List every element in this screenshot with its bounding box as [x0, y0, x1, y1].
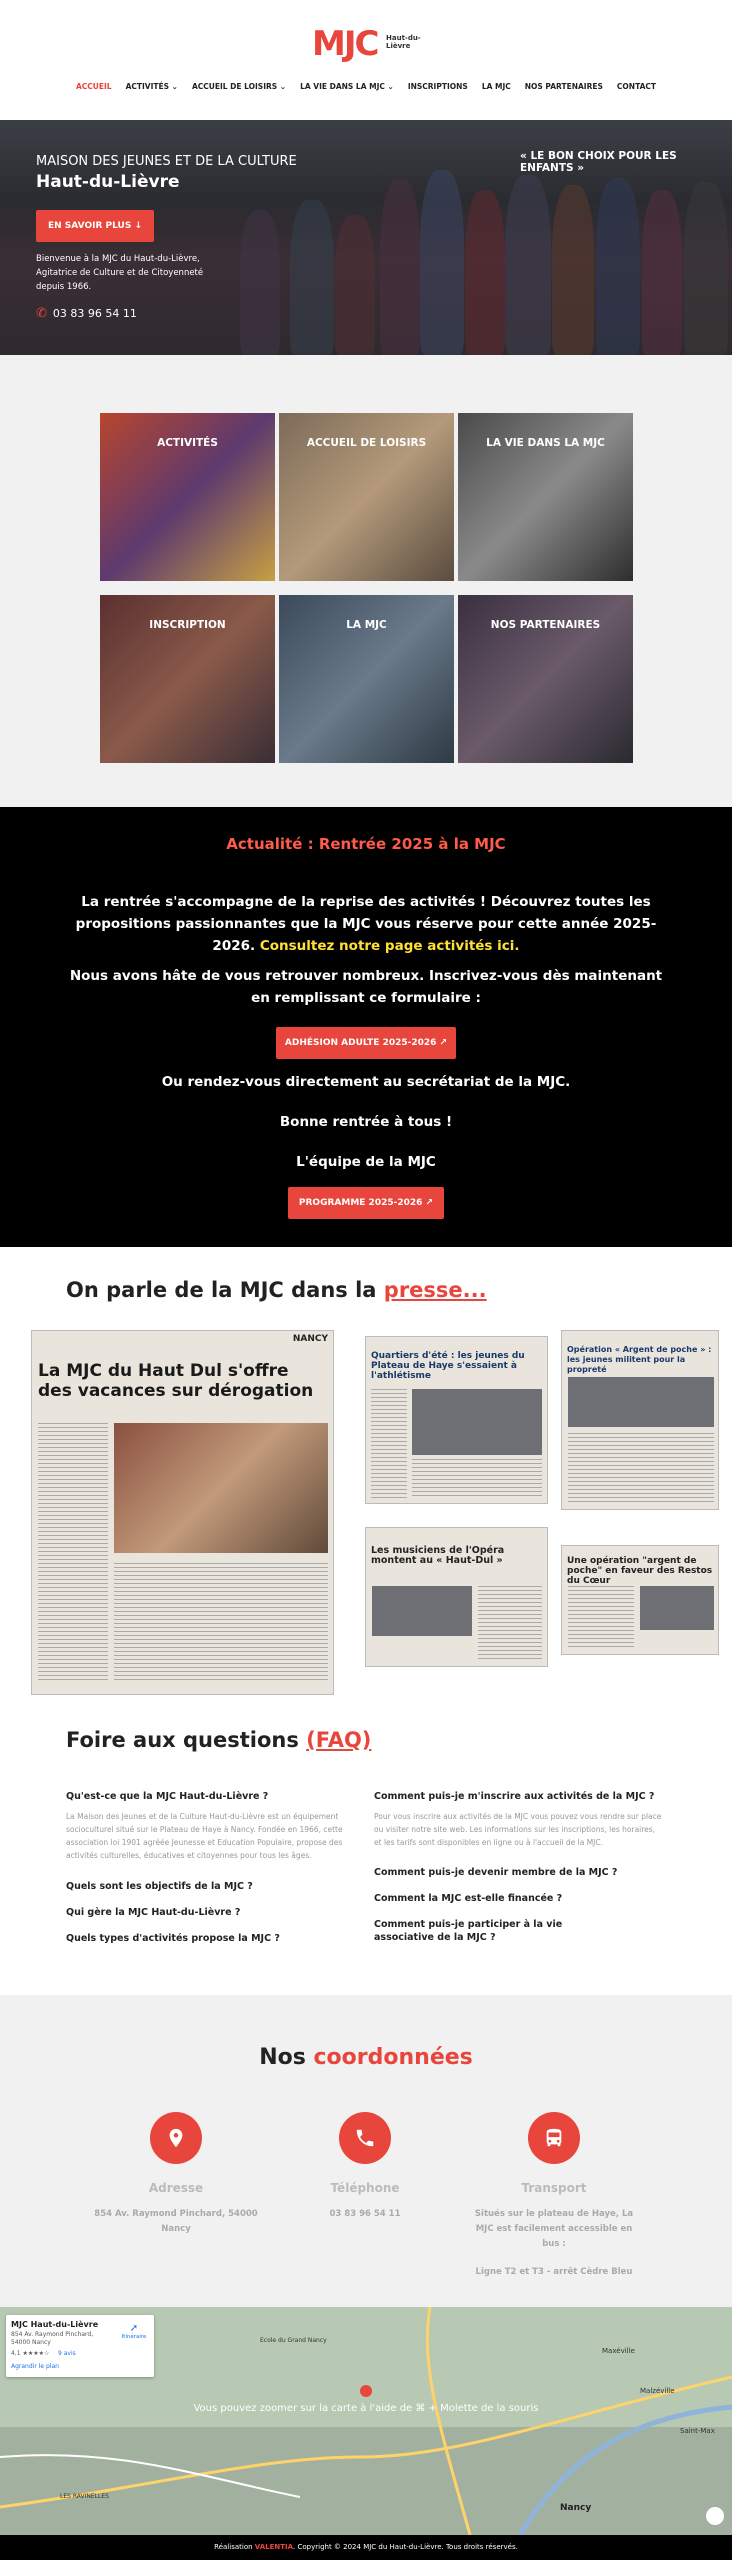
tile-la-mjc[interactable] [279, 595, 454, 763]
directions-label: Itinéraire [121, 2334, 147, 2340]
clip-photo [114, 1423, 328, 1553]
faq-answer: La Maison des Jeunes et de la Culture Haut-du-Lièvre est un équipement socioculturel situé sur le Plateau de Haye à Nancy. Fondée en 1966, cette association loi 1901 agréée Jeunesse et Education Populaire, propose des activités culturelles, éducatives et citoyennes pour tous les âges. [66, 1812, 343, 1860]
nav-item-accueil[interactable]: ACCUEIL [75, 82, 112, 91]
press-clip[interactable] [561, 1545, 719, 1655]
hero-description: Bienvenue à la MJC du Haut-du-Lièvre, Agitatrice de Culture et de Citoyenneté depuis 1966. [36, 254, 204, 292]
bus-icon [528, 2112, 580, 2164]
clip-text-column [38, 1423, 108, 1683]
tile-inscription[interactable] [100, 595, 275, 763]
map-marker-icon[interactable] [360, 2385, 372, 2397]
press-clip[interactable] [561, 1330, 719, 1510]
map-fullscreen-icon[interactable] [706, 2507, 724, 2525]
tile-vie-mjc[interactable] [458, 413, 633, 581]
nav-item-contact[interactable]: CONTACT [616, 82, 657, 91]
chevron-down-icon: ⌄ [387, 82, 394, 91]
faq-title [66, 1728, 371, 1752]
clip-text-column [478, 1586, 542, 1662]
news-signup-text: Nous avons hâte de vous retrouver nombreux. Inscrivez-vous dès maintenant en remplissant ce formulaire : [69, 968, 663, 1006]
clip-headline: La MJC du Haut Dul s'offre des vacances sur dérogation [38, 1361, 314, 1401]
map-label: Maxéville [602, 2347, 635, 2355]
clip-tag: NANCY [292, 1334, 328, 1344]
contact-title-text: Nos [259, 2045, 306, 2070]
footer-copyright: . Copyright © 2024 MJC du Haut-du-Lièvre. Tous droits réservés. [293, 2543, 518, 2551]
faq-link: (FAQ) [306, 1728, 372, 1752]
tile-label: NOS PARTENAIRES [490, 619, 601, 631]
nav-item-la-mjc[interactable]: LA MJC [481, 82, 511, 91]
button-label: EN SAVOIR PLUS [47, 221, 132, 231]
clip-text-column [412, 1459, 542, 1499]
adult-membership-button[interactable]: ADHÉSION ADULTE 2025-2026 ↗ [276, 1027, 456, 1059]
main-nav [0, 82, 732, 91]
footer-pre: Réalisation [214, 2543, 253, 2551]
directions-icon: ➚ [129, 2323, 139, 2334]
faq-question[interactable]: Quels sont les objectifs de la MJC ? [66, 1881, 253, 1892]
tile-partenaires[interactable] [458, 595, 633, 763]
nav-item-inscriptions[interactable]: INSCRIPTIONS [407, 82, 468, 91]
clip-headline: Une opération "argent de poche" en faveur des Restos du Cœur [567, 1556, 713, 1586]
nav-label: ACCUEIL DE LOISIRS [191, 82, 278, 91]
nav-item-vie-mjc[interactable] [300, 82, 394, 91]
map-card-address: 854 Av. Raymond Pinchard, 54000 Nancy [11, 2331, 94, 2346]
phone-label: Téléphone [330, 2181, 400, 2195]
hero-banner [0, 120, 732, 355]
press-title-text: On parle de la MJC dans la [66, 1278, 377, 1302]
chevron-down-icon: ⌄ [171, 82, 178, 91]
clip-photo [372, 1586, 472, 1636]
phone-number: 03 83 96 54 11 [52, 307, 137, 320]
press-clip[interactable] [31, 1330, 334, 1695]
map-card-reviews[interactable]: 9 avis [58, 2350, 76, 2357]
news-intro-text: La rentrée s'accompagne de la reprise des activités ! Découvrez toutes les propositions passionnantes que la MJC vous réserve pour cette année 2025-2026. [75, 894, 657, 954]
faq-question[interactable]: Comment puis-je devenir membre de la MJC ? [374, 1867, 618, 1878]
faq-question[interactable]: Quels types d'activités propose la MJC ? [66, 1933, 280, 1944]
nav-label: LA VIE DANS LA MJC [300, 82, 385, 91]
contact-title-red: coordonnées [313, 2045, 473, 2070]
site-logo[interactable] [312, 24, 420, 64]
hero-phone[interactable] [36, 306, 137, 321]
tile-label: LA MJC [346, 619, 387, 631]
footer-brand-link[interactable]: VALENTIA [254, 2543, 294, 2551]
contact-section [0, 1995, 732, 2307]
tile-activites[interactable] [100, 413, 275, 581]
map-card-title: MJC Haut-du-Lièvre [11, 2320, 99, 2329]
news-signature: L'équipe de la MJC [296, 1154, 436, 1170]
clip-photo [412, 1389, 542, 1455]
logo-subtitle: Haut-du-Lièvre [386, 34, 421, 50]
press-clip[interactable] [365, 1336, 548, 1504]
map-label: Saint-Max [680, 2427, 715, 2435]
news-secretariat-text: Ou rendez-vous directement au secrétariat de la MJC. [161, 1074, 571, 1090]
phone-icon: ✆ [36, 306, 47, 321]
nav-item-partenaires[interactable]: NOS PARTENAIRES [524, 82, 603, 91]
tile-label: ACTIVITÉS [157, 437, 218, 449]
clip-photo [640, 1586, 714, 1630]
phone-text[interactable]: 03 83 96 54 11 [329, 2209, 401, 2219]
press-clip[interactable] [365, 1527, 548, 1667]
location-pin-icon [150, 2112, 202, 2164]
faq-question[interactable]: Comment puis-je m'inscrire aux activités de la MJC ? [374, 1791, 655, 1802]
transport-lines: Ligne T2 et T3 - arrêt Cèdre Bleu [475, 2267, 633, 2277]
nav-item-activites[interactable] [126, 82, 178, 91]
faq-question[interactable]: Qu'est-ce que la MJC Haut-du-Lièvre ? [66, 1791, 269, 1802]
faq-question[interactable]: Qui gère la MJC Haut-du-Lièvre ? [66, 1907, 241, 1918]
faq-answer: Pour vous inscrire aux activités de la MJC vous pouvez vous rendre sur place ou visiter notre site web. Les informations sur les inscriptions, les horaires, et les tarifs sont disponibles en ligne ou à l'accueil de la MJC. [374, 1812, 662, 1847]
press-title [66, 1278, 487, 1302]
clip-headline: Opération « Argent de poche » : les jeunes militent pour la propreté [567, 1345, 712, 1374]
news-greeting: Bonne rentrée à tous ! [279, 1114, 453, 1130]
clip-text-column [371, 1389, 407, 1499]
transport-label: Transport [521, 2181, 587, 2195]
map-label: Ecole du Grand Nancy [260, 2337, 327, 2344]
map-label: Malzéville [640, 2387, 675, 2395]
hero-title: Haut-du-Lièvre [36, 172, 180, 192]
nav-label: ACTIVITÉS [125, 82, 170, 91]
news-intro [60, 891, 672, 957]
faq-question[interactable]: Comment la MJC est-elle financée ? [374, 1893, 563, 1904]
embedded-map[interactable] [0, 2307, 732, 2535]
category-tiles [0, 355, 732, 807]
tile-accueil-loisirs[interactable] [279, 413, 454, 581]
contact-title [0, 2045, 732, 2070]
address-label: Adresse [148, 2181, 204, 2195]
address-text: 854 Av. Raymond Pinchard, 54000 Nancy [94, 2209, 258, 2234]
tile-label: INSCRIPTION [149, 619, 226, 631]
tile-label: ACCUEIL DE LOISIRS [306, 437, 427, 449]
map-zoom-hint: Vous pouvez zoomer sur la carte à l'aide de ⌘ + Molette de la souris [193, 2403, 539, 2414]
map-label: LES RAVINELLES [60, 2493, 109, 2500]
news-title: Actualité : Rentrée 2025 à la MJC [226, 835, 506, 853]
learn-more-button[interactable] [36, 210, 154, 242]
clip-photo [568, 1377, 714, 1427]
clip-text-column [114, 1563, 328, 1683]
faq-title-text: Foire aux questions [66, 1728, 299, 1752]
news-section [0, 807, 732, 1247]
map-directions-button[interactable] [118, 2323, 150, 2340]
site-header [0, 0, 732, 120]
map-label: Nancy [560, 2503, 592, 2513]
tile-label: LA VIE DANS LA MJC [486, 437, 605, 449]
chevron-down-icon: ⌄ [279, 82, 287, 91]
transport-text: Situés sur le plateau de Haye, La MJC est facilement accessible en bus : [474, 2209, 634, 2249]
map-card-rating: 4,1 ★★★★☆ [11, 2350, 50, 2357]
phone-icon [339, 2112, 391, 2164]
arrow-down-icon: ↓ [134, 221, 142, 231]
logo-text: MJC [312, 24, 378, 64]
faq-question[interactable]: Comment puis-je participer à la vie associative de la MJC ? [374, 1919, 563, 1943]
nav-item-accueil-loisirs[interactable] [192, 82, 286, 91]
clip-headline: Quartiers d'été : les jeunes du Plateau de Haye s'essaient à l'athlétisme [371, 1351, 525, 1381]
clip-text-column [568, 1433, 714, 1505]
site-footer [0, 2535, 732, 2560]
clip-text-column [568, 1586, 634, 1650]
clip-headline: Les musiciens de l'Opéra montent au « Haut-Dul » [371, 1545, 505, 1566]
program-button[interactable]: PROGRAMME 2025-2026 ↗ [288, 1187, 444, 1219]
hero-slogan: « LE BON CHOIX POUR LES ENFANTS » [520, 150, 677, 174]
press-link[interactable]: presse... [383, 1278, 487, 1302]
map-place-card [6, 2315, 154, 2377]
hero-supertitle: MAISON DES JEUNES ET DE LA CULTURE [36, 154, 297, 169]
activities-link[interactable]: Consultez notre page activités ici. [259, 938, 520, 954]
map-card-enlarge-link[interactable]: Agrandir le plan [11, 2363, 59, 2370]
